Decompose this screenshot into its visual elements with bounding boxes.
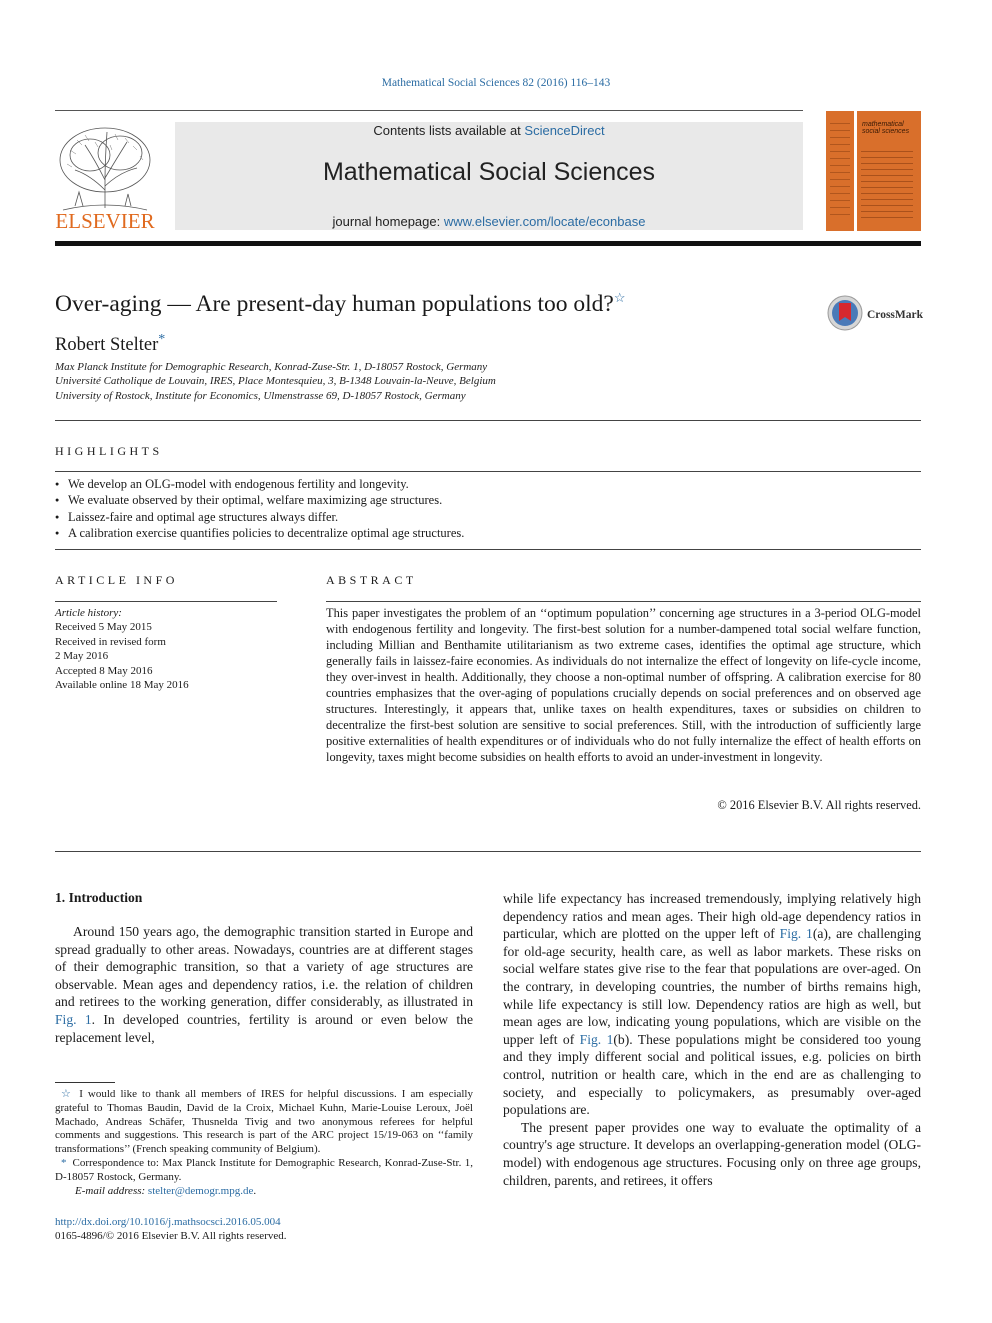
- article-history: [55, 606, 277, 692]
- history-line: Received in revised form: [55, 635, 166, 648]
- highlight-item: ● A calibration exercise quantifies policies to decentralize optimal age structures.: [55, 525, 921, 541]
- section-heading-introduction: 1. Introduction: [55, 890, 143, 905]
- intro-paragraph-text: Around 150 years ago, the demographic transition started in Europe and spread gradually to other areas. Nowadays, countries are at different stages of their demographic transition, so that a variety of age structures are observable. Mean ages and dependency ratios, i.e. the relation of children and retirees to the working generation, differ considerably, as illustrated in: [55, 924, 473, 1010]
- highlight-item: ● Laissez-faire and optimal age structures always differ.: [55, 509, 921, 525]
- highlights-list: [55, 476, 921, 541]
- history-line: Received 5 May 2015: [55, 621, 152, 634]
- article-info-heading: ARTICLE INFO: [55, 573, 178, 587]
- footnote-email: [55, 1185, 473, 1199]
- contents-prefix: Contents lists available at: [373, 123, 525, 138]
- journal-cover[interactable]: [826, 111, 921, 231]
- fig1-link[interactable]: Fig. 1: [55, 1011, 92, 1027]
- history-line: Accepted 8 May 2016: [55, 664, 153, 677]
- abstract-text: This paper investigates the problem of an ‘‘optimum population’’ concerning age structures in a 3-period OLG-model with endogenous fertility and longevity. The first-best solution for a number-dampened total social welfare function, including Millian and Benthamite utilitarianism as two extreme cases, identifies the optimal age structure, which generally fails in laissez-faire economies. As individuals do not internalize the effect of longevity on life-cycle income, they over-invest in health. Additionally, they choose a non-optimal number of offspring. A calibration exercise for 80 countries emphasizes that the over-aging of populations crucially depends on social preferences and on observed age structures. Interestingly, it appears that, unlike taxes on health expenditures, taxes or subsidies on children to decentralize the first-best solution are sensitive to social preferences. Still, with the introduction of sufficiently large positive externalities of health expenditures or of individuals who do not fully internalize the effect of health efforts on longevity, taxes might become subsidies on health efforts to avoid an under-investment in longevity.: [326, 606, 921, 764]
- affiliation-2: Université Catholique de Louvain, IRES, Place Montesquieu, 3, B-1348 Louvain-la-Neuve, Belgium: [55, 375, 496, 387]
- highlights-heading: HIGHLIGHTS: [55, 444, 163, 458]
- body-text: (b). These populations might be considered too young and they imply different social and political issues, e.g. policies on birth control, nutrition or health care, which in the end are as challenging to society, and especially to policymakers, as presumably over-aged populations are.: [503, 1031, 921, 1118]
- paper-title: [55, 290, 625, 318]
- title-footnote-mark[interactable]: ☆: [613, 290, 626, 305]
- footnote-acknowledgement: [55, 1088, 473, 1157]
- crossmark-badge[interactable]: [827, 294, 927, 334]
- email-label: E-mail address:: [75, 1184, 148, 1197]
- history-label: Article history:: [55, 607, 122, 619]
- affiliation-1: Max Planck Institute for Demographic Research, Konrad-Zuse-Str. 1, D-18057 Rostock, Germany: [55, 361, 488, 373]
- email-link[interactable]: stelter@demogr.mpg.de: [147, 1184, 254, 1197]
- footnote-rule: [55, 1082, 115, 1083]
- cover-spine: [854, 111, 857, 231]
- journal-title: Mathematical Social Sciences: [322, 158, 656, 186]
- body-text: while life expectancy has increased tremendously, implying relatively high dependency ratios and mean ages. Their high old-age dependency ratios in particular, which are plotted on the upper left of: [503, 891, 921, 942]
- abstract-copyright: © 2016 Elsevier B.V. All rights reserved.: [717, 798, 921, 812]
- abstract-bottom-rule: [55, 851, 921, 852]
- footnote-text: Correspondence to: Max Planck Institute for Demographic Research, Konrad-Zuse-Str. 1, D-18057 Rostock, Germany.: [55, 1156, 473, 1183]
- footnote-mark: *: [61, 1156, 67, 1169]
- issn-copyright: 0165-4896/© 2016 Elsevier B.V. All rights reserved.: [55, 1230, 287, 1242]
- homepage-prefix: journal homepage:: [332, 214, 444, 229]
- email-end: .: [253, 1184, 257, 1197]
- author-text: Robert Stelter: [55, 335, 159, 356]
- footnotes: [55, 1088, 473, 1198]
- contents-line: [175, 123, 803, 138]
- history-line: Available online 18 May 2016: [55, 679, 189, 692]
- doi-link[interactable]: http://dx.doi.org/10.1016/j.mathsocsci.2016.05.004: [55, 1216, 281, 1228]
- header-thick-rule: [55, 241, 921, 246]
- history-line: 2 May 2016: [55, 650, 109, 663]
- body-right-column: [503, 890, 921, 1189]
- abstract-rule: [326, 601, 921, 602]
- fig1a-link[interactable]: Fig. 1: [779, 926, 813, 942]
- fig1b-link[interactable]: Fig. 1: [579, 1031, 614, 1047]
- footnote-mark: ☆: [61, 1088, 74, 1100]
- title-rule: [55, 420, 921, 421]
- elsevier-logo: [55, 120, 155, 232]
- highlights-bottom-rule: [55, 549, 921, 550]
- article-info-rule: [55, 601, 277, 602]
- body-left-column: [55, 923, 473, 1046]
- cover-left-lines: [830, 123, 850, 221]
- author-footnote-mark[interactable]: *: [158, 332, 166, 347]
- body-paragraph: The present paper provides one way to evaluate the optimality of a country's age structure. It develops an overlapping-generation model (OLG-model) with endogenous age structures. Focusing only on three age groups, children, parents, and retirees, it offers: [503, 1119, 921, 1188]
- author-name: [55, 332, 165, 356]
- footnote-correspondence: [55, 1157, 473, 1185]
- body-text: (a), are challenging for old-age security, health care, as well as labor markets. These risks on social welfare states give rise to the fear that populations are over-aged. On the contrary, in developing countries, the number of births remains high, while life expectancy is still low. Dependency ratios are high as well, but mean ages are low, indicating young populations, which are visible on the upper left of: [503, 926, 921, 1047]
- abstract-heading: ABSTRACT: [326, 573, 417, 587]
- crossmark-label: CrossMark: [867, 309, 924, 321]
- journal-citation[interactable]: Mathematical Social Sciences 82 (2016) 116–143: [381, 77, 611, 89]
- body-paragraph: [503, 890, 921, 1119]
- cover-title: mathematical social sciences: [862, 121, 910, 135]
- homepage-line: [175, 214, 803, 229]
- highlight-item: ● We develop an OLG-model with endogenous fertility and longevity.: [55, 476, 921, 492]
- footnote-text: I would like to thank all members of IRES for helpful discussions. I am especially grateful to Thomas Baudin, David de la Croix, Michael Kuhn, Marie-Louise Leroux, Joël Machado, Andreas Schäfer, Thusnelda Tivig and two anonymous referees for helpful comments and suggestions. This research is part of the ARC project 15/19-063 on ‘‘family transformations’’ (French speaking community of Belgium).: [55, 1088, 473, 1156]
- sciencedirect-link[interactable]: ScienceDirect: [524, 123, 605, 138]
- elsevier-wordmark: ELSEVIER: [55, 209, 155, 232]
- intro-paragraph-text: . In developed countries, fertility is around or even below the replacement level,: [55, 1011, 473, 1045]
- highlights-top-rule: [55, 471, 921, 472]
- paper-title-text: Over-aging — Are present-day human populations too old?: [55, 290, 614, 317]
- highlight-item: ● We evaluate observed by their optimal, welfare maximizing age structures.: [55, 492, 921, 508]
- cover-contents-lines: [861, 151, 913, 223]
- homepage-link[interactable]: www.elsevier.com/locate/econbase: [443, 214, 646, 229]
- header-rule: [55, 110, 803, 111]
- affiliation-3: University of Rostock, Institute for Economics, Ulmenstrasse 69, D-18057 Rostock, Germany: [55, 390, 466, 402]
